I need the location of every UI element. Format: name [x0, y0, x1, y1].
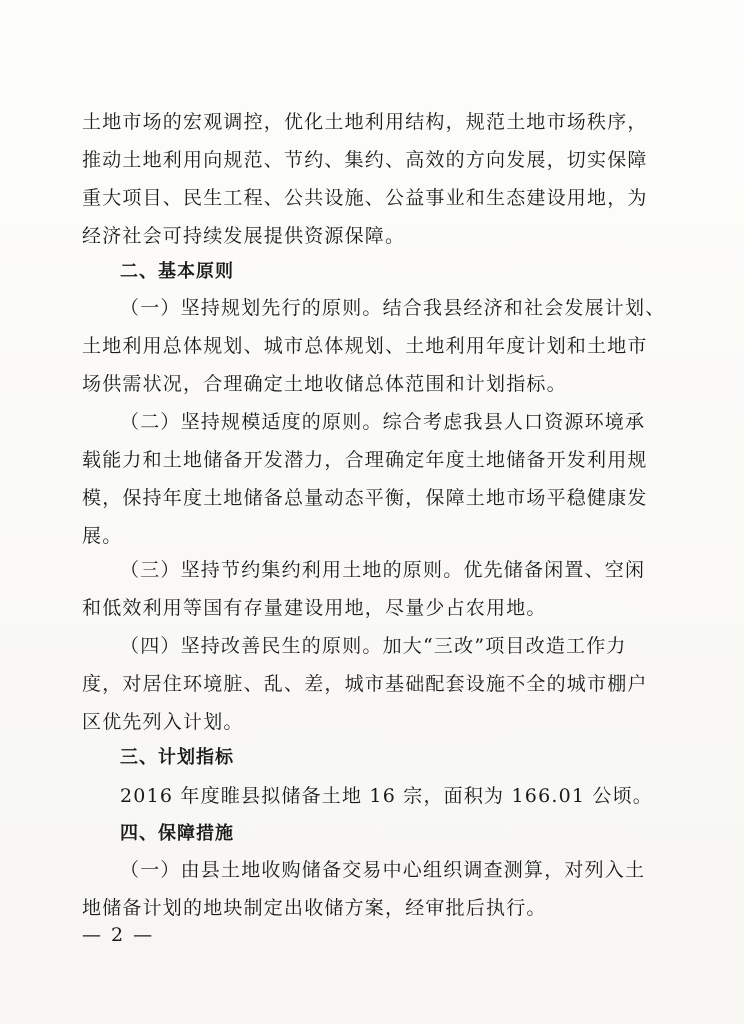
paragraph-line: （一）坚持规划先行的原则。结合我县经济和社会发展计划、 — [120, 297, 666, 319]
paragraph-line: （三）坚持节约集约利用土地的原则。优先储备闲置、空闲 — [120, 559, 646, 581]
section-heading-plan-targets: 三、计划指标 — [120, 747, 234, 768]
paragraph-line: （二）坚持规模适度的原则。综合考虑我县人口资源环境承 — [120, 411, 646, 433]
paragraph-line: 和低效利用等国有存量建设用地，尽量少占农用地。 — [82, 597, 547, 619]
paragraph-line: 土地利用总体规划、城市总体规划、土地利用年度计划和土地市 — [82, 335, 648, 357]
paragraph-line: 重大项目、民生工程、公共设施、公益事业和生态建设用地，为 — [82, 187, 648, 209]
paragraph-line: 区优先列入计划。 — [82, 711, 244, 733]
paragraph-line: 模，保持年度土地储备总量动态平衡，保障土地市场平稳健康发 — [82, 487, 648, 509]
paragraph-line: 度，对居住环境脏、乱、差，城市基础配套设施不全的城市棚户 — [82, 673, 648, 695]
paragraph-line: 场供需状况，合理确定土地收储总体范围和计划指标。 — [82, 373, 567, 395]
paragraph-line: （一）由县土地收购储备交易中心组织调查测算，对列入土 — [120, 859, 646, 881]
paragraph-line: 展。 — [82, 525, 123, 547]
section-heading-basic-principles: 二、基本原则 — [120, 261, 234, 282]
paragraph-line: 2016 年度睢县拟储备土地 16 宗，面积为 166.01 公顷。 — [120, 785, 654, 807]
paragraph-line: （四）坚持改善民生的原则。加大“三改”项目改造工作力 — [120, 635, 627, 657]
page-number: — 2 — — [82, 924, 155, 946]
paragraph-line: 地储备计划的地块制定出收储方案，经审批后执行。 — [82, 897, 547, 919]
paragraph-line: 土地市场的宏观调控，优化土地利用结构，规范土地市场秩序， — [82, 111, 648, 133]
paragraph-line: 载能力和土地储备开发潜力，合理确定年度土地储备开发利用规 — [82, 449, 648, 471]
paragraph-line: 经济社会可持续发展提供资源保障。 — [82, 225, 406, 247]
section-heading-safeguards: 四、保障措施 — [120, 823, 234, 844]
paragraph-line: 推动土地利用向规范、节约、集约、高效的方向发展，切实保障 — [82, 149, 648, 171]
